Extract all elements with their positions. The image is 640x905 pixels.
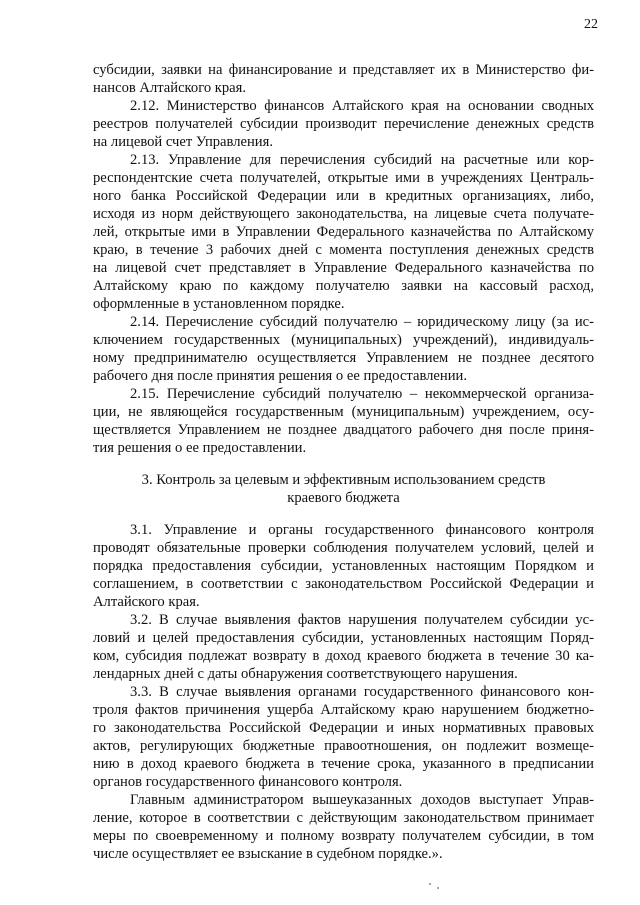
text-line: Главным администратором вышеуказанных доходов выступает Управ- <box>130 792 594 808</box>
text-line: 3.1. Управление и органы государственного финансового контроля <box>130 522 594 538</box>
text-line: ком, субсидия подлежат возврату в доход краевого бюджета в течение 30 ка- <box>93 648 594 664</box>
scan-speck <box>437 887 439 889</box>
text-line: лей, открытые ими в Управлении Федерального казначейства по Алтайскому <box>93 224 594 240</box>
text-line: го законодательства Российской Федерации и иных нормативных правовых <box>93 720 594 736</box>
text-line: 3.2. В случае выявления фактов нарушения получателем субсидии ус- <box>130 612 594 628</box>
text-line: краю, в течение 3 рабочих дней с момента поступления денежных средств <box>93 242 594 258</box>
text-line: ществляется Управлением не позднее двадцатого рабочего дня после приня- <box>93 422 594 438</box>
text-line: 2.14. Перечисление субсидий получателю – юридическому лицу (за ис- <box>130 314 594 330</box>
text-line: тия решения о ее предоставлении. <box>93 440 307 456</box>
text-line: проводят обязательные проверки соблюдения получателем условий, целей и <box>93 540 594 556</box>
text-line: ление, которое в соответствии с действующим законодательством принимает <box>93 810 594 826</box>
text-line: рабочего дня после принятия решения о ее предоставлении. <box>93 368 467 384</box>
text-line: 2.13. Управление для перечисления субсидий на расчетные или кор- <box>130 152 594 168</box>
text-line: респондентские счета получателей, открытые ими в учреждениях Централь- <box>93 170 594 186</box>
text-line: органов государственного финансового контроля. <box>93 774 403 790</box>
text-line: нансов Алтайского края. <box>93 80 246 96</box>
text-line: актов, регулирующих бюджетные правоотношения, он подлежит возмеще- <box>93 738 594 754</box>
text-line: ному предпринимателю осуществляется Управлением не позднее десятого <box>93 350 594 366</box>
text-line: 3.3. В случае выявления органами государственного финансового кон- <box>130 684 594 700</box>
page-number: 22 <box>584 17 598 32</box>
section-heading: 3. Контроль за целевым и эффективным использованием средств <box>141 472 546 488</box>
text-line: Алтайскому краю по каждому получателю заявки на кассовый расход, <box>93 278 594 294</box>
text-line: реестров получателей субсидии производит перечисление денежных средств <box>93 116 594 132</box>
text-line: субсидии, заявки на финансирование и представляет их в Министерство фи- <box>93 62 594 78</box>
text-line: ного банка Российской Федерации или в кредитных организациях, либо, <box>93 188 594 204</box>
text-line: ловий и целей предоставления субсидии, установленных настоящим Поряд- <box>93 630 594 646</box>
text-line: нию в доход краевого бюджета в течение срока, указанного в предписании <box>93 756 594 772</box>
text-line: лендарных дней с даты обнаружения соответствующего нарушения. <box>93 666 518 682</box>
text-line: порядка предоставления субсидии, установленных настоящим Порядком и <box>93 558 594 574</box>
text-line: 2.12. Министерство финансов Алтайского края на основании сводных <box>130 98 594 114</box>
section-heading: краевого бюджета <box>287 490 400 506</box>
text-line: соглашением, в соответствии с законодательством Российской Федерации и <box>93 576 594 592</box>
text-line: Алтайского края. <box>93 594 200 610</box>
text-line: ции, не являющейся государственным (муниципальным) учреждением, осу- <box>93 404 594 420</box>
text-line: меры по своевременному и полному возврату получателем субсидии, в том <box>93 828 594 844</box>
text-line: 2.15. Перечисление субсидий получателю – некоммерческой организа- <box>130 386 594 402</box>
text-line: ключением государственных (муниципальных) учреждений), индивидуаль- <box>93 332 594 348</box>
text-line: на лицевой счет Управления. <box>93 134 273 150</box>
text-line: троля фактов причинения ущерба Алтайскому краю нарушением бюджетно- <box>93 702 594 718</box>
text-line: оформленные в установленном порядке. <box>93 296 345 312</box>
text-line: исходя из норм действующего законодательства, на лицевые счета получате- <box>93 206 594 222</box>
scan-speck <box>429 883 431 885</box>
text-line: числе осуществляет ее взыскание в судебном порядке.». <box>93 846 443 862</box>
text-line: на лицевой счет представляет в Управление Федерального казначейства по <box>93 260 594 276</box>
